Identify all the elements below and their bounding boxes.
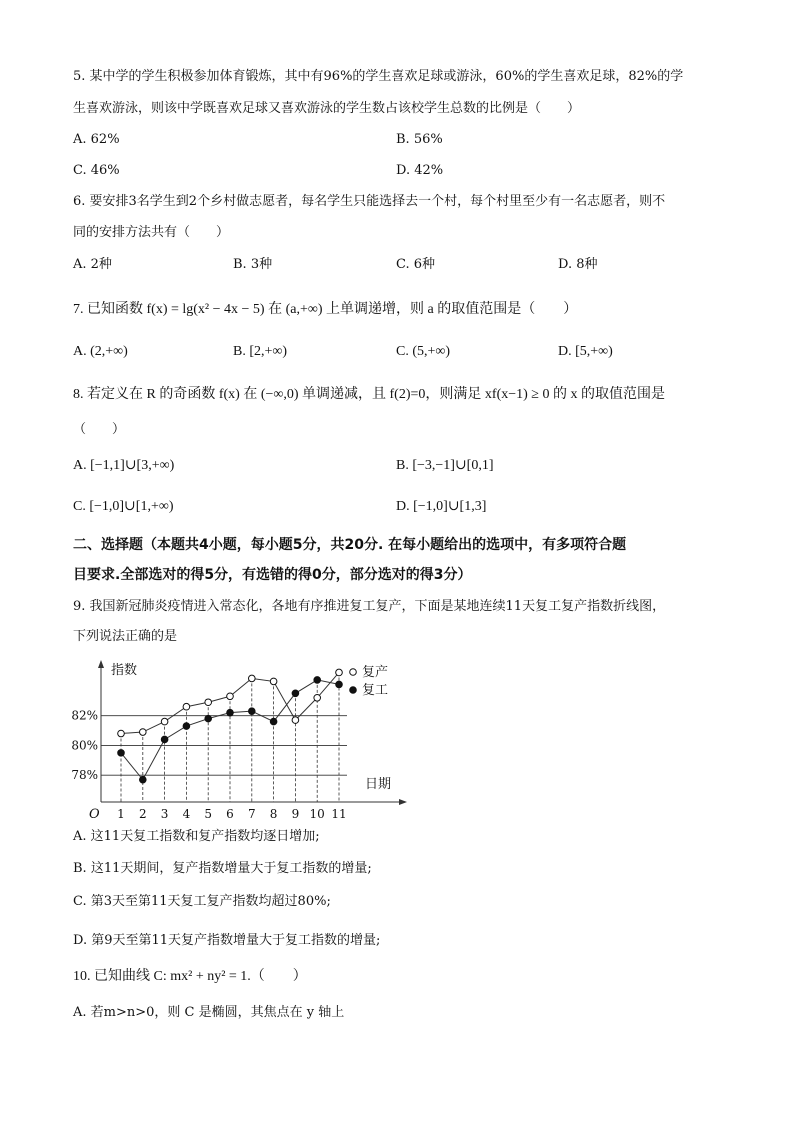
q8-option-d: D. [−1,0]∪[1,3] bbox=[396, 499, 487, 514]
q6-option-d: D. 8种 bbox=[558, 257, 598, 272]
series-0-point-day-6 bbox=[227, 693, 234, 700]
q10-option-a: A. 若m>n>0，则 C 是椭圆，其焦点在 y 轴上 bbox=[73, 1005, 345, 1020]
series-0-point-day-11 bbox=[336, 669, 343, 676]
y-axis-arrow bbox=[98, 660, 104, 668]
q6-option-c: C. 6种 bbox=[396, 257, 436, 272]
q8-stem-line1: 8. 若定义在 R 的奇函数 f(x) 在 (−∞,0) 单调递减，且 f(2)=0，则满足 xf(x−1) ≥ 0 的 x 的取值范围是 bbox=[73, 387, 665, 402]
q8-option-b: B. [−3,−1]∪[0,1] bbox=[396, 458, 494, 473]
series-1-point-day-6 bbox=[227, 709, 234, 716]
q6-option-a: A. 2种 bbox=[73, 257, 112, 272]
q8-stem-line2: （ ） bbox=[73, 422, 126, 437]
x-tick-label-3: 3 bbox=[160, 807, 169, 821]
series-0-point-day-5 bbox=[205, 699, 212, 706]
series-0-point-day-3 bbox=[161, 718, 168, 725]
series-1-point-day-9 bbox=[292, 690, 299, 697]
y-tick-label-82: 82% bbox=[71, 708, 98, 723]
series-0-point-day-10 bbox=[314, 694, 321, 701]
x-tick-label-7: 7 bbox=[247, 807, 256, 821]
legend-label-1: 复工 bbox=[362, 683, 389, 698]
section2-heading-line1: 二、选择题（本题共4小题，每小题5分，共20分. 在每小题给出的选项中，有多项符合题 bbox=[73, 537, 627, 553]
x-tick-label-4: 4 bbox=[182, 807, 191, 821]
series-0-point-day-2 bbox=[140, 729, 147, 736]
y-axis-label: 指数 bbox=[111, 663, 138, 678]
q6-option-b: B. 3种 bbox=[233, 257, 273, 272]
q5-option-d: D. 42% bbox=[396, 163, 444, 178]
x-tick-label-2: 2 bbox=[138, 807, 147, 821]
legend-marker-0 bbox=[350, 669, 357, 676]
q5-stem-line2: 生喜欢游泳，则该中学既喜欢足球又喜欢游泳的学生数占该校学生总数的比例是（ ） bbox=[73, 101, 581, 116]
q7-option-b: B. [2,+∞) bbox=[233, 344, 288, 359]
q7-option-c: C. (5,+∞) bbox=[396, 344, 451, 359]
x-tick-label-11: 11 bbox=[331, 807, 347, 821]
q9-option-d: D. 第9天至第11天复产指数增量大于复工指数的增量; bbox=[73, 933, 381, 948]
q9-stem-line1: 9. 我国新冠肺炎疫情进入常态化，各地有序推进复工复产，下面是某地连续11天复工复产指数折线图， bbox=[73, 599, 666, 614]
x-tick-label-10: 10 bbox=[309, 807, 325, 821]
x-tick-label-5: 5 bbox=[204, 807, 213, 821]
legend-marker-1 bbox=[350, 687, 357, 694]
origin-label: O bbox=[89, 807, 100, 822]
series-1-point-day-3 bbox=[161, 736, 168, 743]
legend-label-0: 复产 bbox=[362, 665, 389, 680]
q5-option-b: B. 56% bbox=[396, 132, 443, 147]
index-line-chart bbox=[71, 658, 415, 822]
q9-option-b: B. 这11天期间，复产指数增量大于复工指数的增量; bbox=[73, 861, 372, 876]
q6-stem-line2: 同的安排方法共有（ ） bbox=[73, 225, 230, 240]
series-1-point-day-5 bbox=[205, 715, 212, 722]
series-0-point-day-1 bbox=[118, 730, 125, 737]
q5-option-a: A. 62% bbox=[73, 132, 120, 147]
section2-heading-line2: 目要求.全部选对的得5分，有选错的得0分，部分选对的得3分） bbox=[73, 567, 472, 583]
q9-stem-line2: 下列说法正确的是 bbox=[73, 629, 178, 644]
q8-option-a: A. [−1,1]∪[3,+∞) bbox=[73, 458, 175, 473]
y-tick-label-78: 78% bbox=[71, 768, 98, 783]
q6-stem-line1: 6. 要安排3名学生到2个乡村做志愿者，每名学生只能选择去一个村，每个村里至少有一名志愿者，则不 bbox=[73, 194, 666, 209]
q8-option-c: C. [−1,0]∪[1,+∞) bbox=[73, 499, 174, 514]
q7-option-a: A. (2,+∞) bbox=[73, 344, 128, 359]
series-1-point-day-4 bbox=[183, 723, 190, 730]
series-1-point-day-1 bbox=[118, 750, 125, 757]
q5-option-c: C. 46% bbox=[73, 163, 120, 178]
q7-option-d: D. [5,+∞) bbox=[558, 344, 613, 359]
series-0-point-day-7 bbox=[249, 675, 256, 682]
series-1-point-day-10 bbox=[314, 677, 321, 684]
series-0-point-day-4 bbox=[183, 703, 190, 710]
q10-stem: 10. 已知曲线 C: mx² + ny² = 1.（ ） bbox=[73, 969, 307, 984]
series-1-point-day-7 bbox=[249, 708, 256, 715]
series-1-point-day-2 bbox=[140, 776, 147, 783]
q7-stem: 7. 已知函数 f(x) = lg(x² − 4x − 5) 在 (a,+∞) 上单调递增，则 a 的取值范围是（ ） bbox=[73, 302, 578, 317]
x-axis-label: 日期 bbox=[365, 777, 392, 792]
y-tick-label-80: 80% bbox=[71, 738, 98, 753]
q9-option-a: A. 这11天复工指数和复产指数均逐日增加; bbox=[73, 829, 320, 844]
q9-option-c: C. 第3天至第11天复工复产指数均超过80%; bbox=[73, 894, 331, 909]
series-0-point-day-8 bbox=[270, 678, 277, 685]
series-0-point-day-9 bbox=[292, 717, 299, 724]
x-tick-label-1: 1 bbox=[117, 807, 125, 821]
q5-stem-line1: 5. 某中学的学生积极参加体育锻炼，其中有96%的学生喜欢足球或游泳，60%的学生喜欢足球，82%的学 bbox=[73, 69, 684, 84]
x-tick-label-8: 8 bbox=[269, 807, 278, 821]
x-tick-label-6: 6 bbox=[226, 807, 234, 821]
series-1-point-day-11 bbox=[336, 681, 343, 688]
x-axis-arrow bbox=[399, 799, 407, 805]
series-1-point-day-8 bbox=[270, 718, 277, 725]
x-tick-label-9: 9 bbox=[291, 807, 300, 821]
